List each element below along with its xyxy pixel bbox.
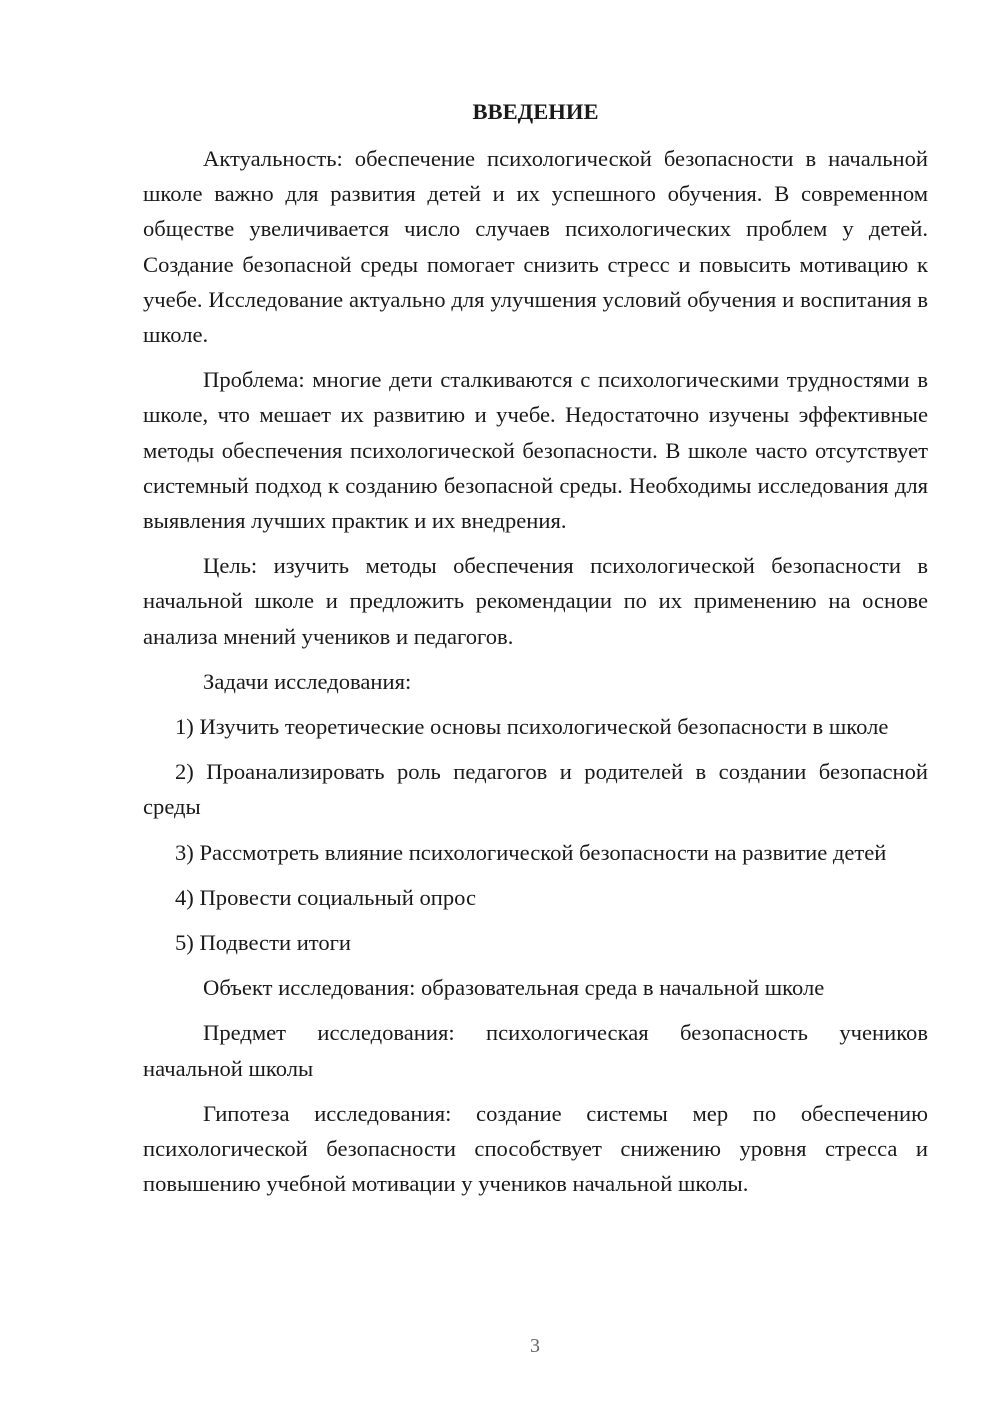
page-title: ВВЕДЕНИЕ [472, 99, 599, 124]
relevance-paragraph: Актуальность: обеспечение психологической безопасности в начальной школе важно для развития детей и их успешного обучения. В современном обществе увеличивается число случаев психологических проблем у детей. Создание безопасной среды помогает снизить стресс и повысить мотивацию к учебе. Исследование актуально для улучшения условий обучения и воспитания в школе. [143, 146, 928, 348]
task-item-4: 4) Провести социальный опрос [175, 884, 477, 910]
subject-paragraph: Предмет исследования: психологическая безопасность учеников начальной школы [143, 1020, 928, 1081]
hypothesis-paragraph: Гипотеза исследования: создание системы мер по обеспечению психологической безопасности способствует снижению уровня стресса и повышению учебной мотивации у учеников начальной школы. [143, 1100, 928, 1197]
task-item-2: 2) Проанализировать роль педагогов и родителей в создании безопасной среды [143, 759, 928, 820]
task-item-1: 1) Изучить теоретические основы психологической безопасности в школе [175, 714, 889, 740]
goal-paragraph: Цель: изучить методы обеспечения психологической безопасности в начальной школе и предложить рекомендации по их применению на основе анализа мнений учеников и педагогов. [143, 553, 928, 649]
problem-paragraph: Проблема: многие дети сталкиваются с психологическими трудностями в школе, что мешает их развитию и учебе. Недостаточно изучены эффективные методы обеспечения психологической безопасности. В школе часто отсутствует системный подход к созданию безопасной среды. Необходимы исследования для выявления лучших практик и их внедрения. [143, 367, 928, 534]
document-body [143, 94, 928, 1211]
page-number: 3 [530, 1335, 540, 1357]
tasks-list [143, 709, 928, 960]
tasks-heading: Задачи исследования: [203, 668, 412, 694]
object-paragraph: Объект исследования: образовательная среда в начальной школе [203, 975, 825, 1001]
task-item-5: 5) Подвести итоги [175, 930, 352, 956]
task-item-3: 3) Рассмотреть влияние психологической безопасности на развитие детей [175, 839, 887, 865]
